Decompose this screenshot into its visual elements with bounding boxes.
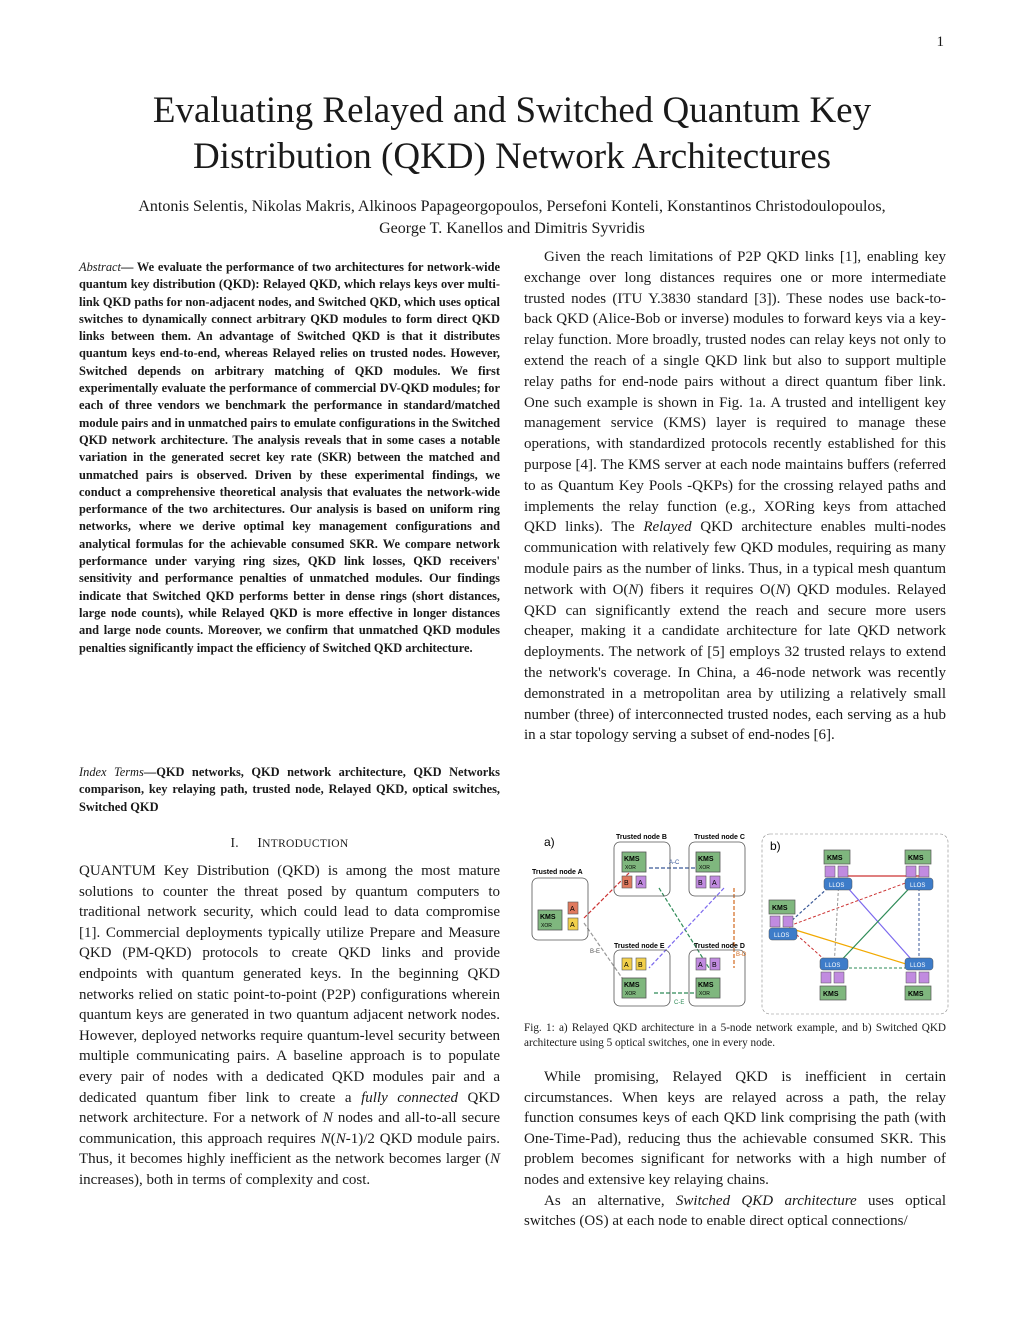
switch-label: LLOS [774, 933, 790, 939]
authors [60, 196, 964, 240]
body-variable: N [628, 581, 639, 598]
trusted-node-a [532, 878, 588, 940]
kms-label: KMS [908, 855, 924, 862]
mesh-link [789, 928, 919, 968]
index-terms [79, 764, 500, 816]
intro-text: QUANTUM Key Distribution (QKD) is among the most mature solutions to counter the threat posed by quantum computers to traditional network security, which could lead to data compromise [1]. Commercial deployments typically utilize Prepare and Measure QKD (PM-QKD) protocols to create QKD links and provide endpoints with quantum generated keys. In the beginning QKD networks relied on static point-to-point (P2P) configurations wherein quantum keys are generated in two quantum adjacent network nodes. However, deployed networks require quantum-level security between multiple communicating pairs. A baseline approach is to populate every pair of nodes with a dedicated QKD modules pair and a dedicated quantum fiber link to create a [79, 863, 500, 1106]
qkd-module-label: B [698, 880, 703, 887]
kms-label: KMS [908, 991, 924, 998]
switched-node [769, 900, 797, 940]
mesh-link [789, 878, 919, 926]
intro-text: nodes and all-to-all secure communication, this approach requires [79, 1110, 501, 1147]
intro-emphasis: fully connected [361, 1089, 459, 1106]
trusted-node-b-label: Trusted node B [616, 834, 667, 841]
qkd-module-label: A [698, 962, 703, 969]
switched-node [820, 958, 848, 1000]
abstract-label: Abstract [79, 260, 121, 274]
intro-text: increases), both in terms of complexity and cost. [79, 1171, 371, 1188]
abstract-dash: — [121, 260, 137, 274]
kms-label: KMS [823, 991, 839, 998]
intro-text: -1)/2 QKD module pairs. Thus, it becomes highly inefficient as the network becomes larger ( [79, 1130, 500, 1168]
kms-label: KMS [772, 905, 788, 912]
section-numeral: I. [230, 835, 239, 850]
switch-label: LLOS [910, 963, 926, 969]
intro-text: ( [330, 1130, 336, 1147]
panel-a-label: a) [544, 835, 555, 849]
qkd-module-label: A [570, 922, 575, 929]
paper-title: Evaluating Relayed and Switched Quantum Key Distribution (QKD) Network Architectures [152, 90, 872, 177]
qkd-module-label: A [638, 880, 643, 887]
right-paragraph-1 [524, 247, 946, 746]
authors-line-2: George T. Kanellos and Dimitris Syvridis [379, 220, 645, 237]
qkd-module-label: A [624, 962, 629, 969]
intro-variable: N [322, 1110, 333, 1127]
link-line [659, 888, 709, 968]
link-label: B-D [736, 952, 747, 958]
body-text: QKD architecture enables multi-nodes communication with relatively few QKD modules, requiring as many module pairs as the number of links. Thus, in a typical mesh quantum network with O( [524, 519, 946, 598]
body-paragraph [524, 1191, 946, 1232]
kms-label: KMS [624, 982, 640, 989]
body-emphasis: Relayed [643, 519, 692, 536]
kms-label: KMS [698, 982, 714, 989]
switch-label: LLOS [829, 883, 845, 889]
xor-label: XOR [625, 991, 636, 997]
qkd-module-label: A [712, 880, 717, 887]
body-paragraph: While promising, Relayed QKD is inefficient in certain circumstances. When keys are relayed across a path, the relay function consumes keys of each QKD link comprising the path (with One-Time-Pad), reducing thus the achievable consumed SKR. This problem becomes significant for networks with a high number of nodes and extensive key relaying chains. [524, 1069, 946, 1188]
link-label: B-E [590, 949, 601, 955]
xor-label: XOR [699, 865, 710, 871]
section-first-letter: I [257, 835, 263, 850]
switch-label: LLOS [910, 883, 926, 889]
intro-variable: N [335, 1130, 346, 1147]
qkd-module-label: B [624, 880, 629, 887]
kms-label: KMS [827, 855, 843, 862]
authors-line-1: Antonis Selentis, Nikolas Makris, Alkinoos Papageorgopoulos, Persefoni Konteli, Konstantinos Christodoulopoulos, [138, 198, 886, 215]
introduction-paragraph [79, 861, 500, 1191]
right-paragraph-2 [524, 1067, 946, 1232]
index-terms-dash: — [143, 765, 157, 779]
panel-a [532, 834, 747, 1006]
index-terms-text: QKD networks, QKD network architecture, QKD Networks comparison, key relaying path, trusted node, Relayed QKD, optical switches, Switched QKD [79, 765, 500, 814]
qkd-module-label: B [638, 962, 643, 969]
intro-variable: N [489, 1151, 500, 1168]
trusted-node-d-label: Trusted node D [694, 943, 745, 950]
intro-variable: N [320, 1130, 331, 1147]
body-variable: N [775, 581, 786, 598]
trusted-node-a-label: Trusted node A [532, 869, 583, 876]
link-line [649, 888, 724, 968]
intro-text: QKD network architecture. For a network of [79, 1089, 500, 1127]
index-terms-label: Index Terms [79, 765, 144, 779]
trusted-node-e-label: Trusted node E [614, 943, 665, 950]
figure-caption: Fig. 1: a) Relayed QKD architecture in a 5-node network example, and b) Switched QKD architecture using 5 optical switches, one in every node. [524, 1022, 946, 1049]
kms-label: KMS [540, 914, 556, 921]
body-text: ) QKD modules. Relayed QKD can significantly extend the reach and secure more users cheaper, making it a candidate architecture for late QKD network deployments. The network of [5] employs 32 trusted relays to extend the network's coverage. In China, a 46-node network was recently demonstrated in a metropolitan area by utilizing a relatively small number (three) of interconnected trusted nodes, each serving as a hub in a star topology serving a subset of end-nodes [6]. [524, 581, 946, 744]
xor-label: XOR [541, 923, 552, 929]
link-label: C-E [674, 1000, 685, 1006]
section-heading-introduction [79, 835, 500, 851]
xor-label: XOR [625, 865, 636, 871]
switch-label: LLOS [825, 963, 841, 969]
panel-b-label: b) [770, 839, 781, 853]
trusted-node-c-label: Trusted node C [694, 834, 745, 841]
kms-label: KMS [698, 856, 714, 863]
switched-node [905, 958, 933, 1000]
link-label: A-C [669, 860, 680, 866]
kms-label: KMS [624, 856, 640, 863]
body-text: Given the reach limitations of P2P QKD links [1], enabling key exchange over long distances requires one or more intermediate trusted nodes (ITU Y.3830 standard [3]). These nodes use back-to-back QKD (Alice-Bob or inverse) modules to forward keys via a key-relay function. More broadly, trusted nodes can relay keys not only to extend the reach of a single QKD link but also to support multiple relay paths for end-node pairs without a direct quantum fiber link. One such example is shown in Fig. 1a. A trusted and intelligent key management service (KMS) layer is required to manage these operations, with standardized protocols recently established for this purpose [4]. The KMS server at each node maintains buffers (referred to as Quantum Key Pools -QKPs) for the crossing relayed paths and implements the relay function (e.g., XORing keys from attached QKD links). The [524, 249, 946, 536]
body-text: uses optical switches (OS) at each node to enable direct optical connections/ [524, 1192, 946, 1230]
section-title-rest: NTRODUCTION [262, 838, 349, 850]
mesh-link [834, 878, 839, 968]
body-text: As an alternative, [544, 1192, 676, 1209]
xor-label: XOR [699, 991, 710, 997]
page-number: 1 [936, 34, 944, 50]
abstract-text: We evaluate the performance of two architectures for network-wide quantum key distribution (QKD): Relayed QKD, which relays keys over multi-link QKD paths for non-adjacent nodes, and Switched QKD, which uses optical switches to dynamically connect arbitrary QKD modules to form direct QKD links between them. An advantage of Switched QKD is that it distributes quantum keys end-to-end, whereas Relayed relies on trusted nodes. However, Switched depends on arbitrary matching of QKD modules. We first experimentally evaluate the performance of commercial DV-QKD modules; for each of three vendors we benchmark the performance in standard/matched module pairs and in unmatched pairs to emulate configurations in the Switched QKD network architecture. The analysis reveals that in some cases a notable variation in the generated secret key rate (SKR) between the matched and unmatched pairs is observed. Driven by these experimental findings, we conduct a comprehensive theoretical analysis that evaluates the network-wide performance of the two architectures. Our analysis is based on uniform ring networks, where we derive optimal key management configurations and analytical formulas for the achievable consumed SKR. We compare network performance under varying ring sizes, QKD link losses, QKD receivers' sensitivity and performance penalties of unmatched modules. Our findings indicate that Switched QKD performs better in dense rings (short distances, large node counts), while Relayed QKD is more effective in longer distances and large node counts. Moreover, we confirm that unmatched QKD modules penalties significantly impact the efficiency of Switched QKD architecture. [79, 260, 501, 655]
abstract [79, 259, 500, 657]
body-emphasis: Switched QKD architecture [675, 1192, 857, 1209]
body-text: ) fibers it requires O( [638, 581, 776, 598]
switched-node [905, 850, 933, 890]
qkd-module-label: B [712, 962, 717, 969]
switched-node [824, 850, 852, 890]
panel-b [762, 834, 948, 1014]
figure-1 [524, 828, 949, 1018]
qkd-module-label: A [570, 906, 575, 913]
